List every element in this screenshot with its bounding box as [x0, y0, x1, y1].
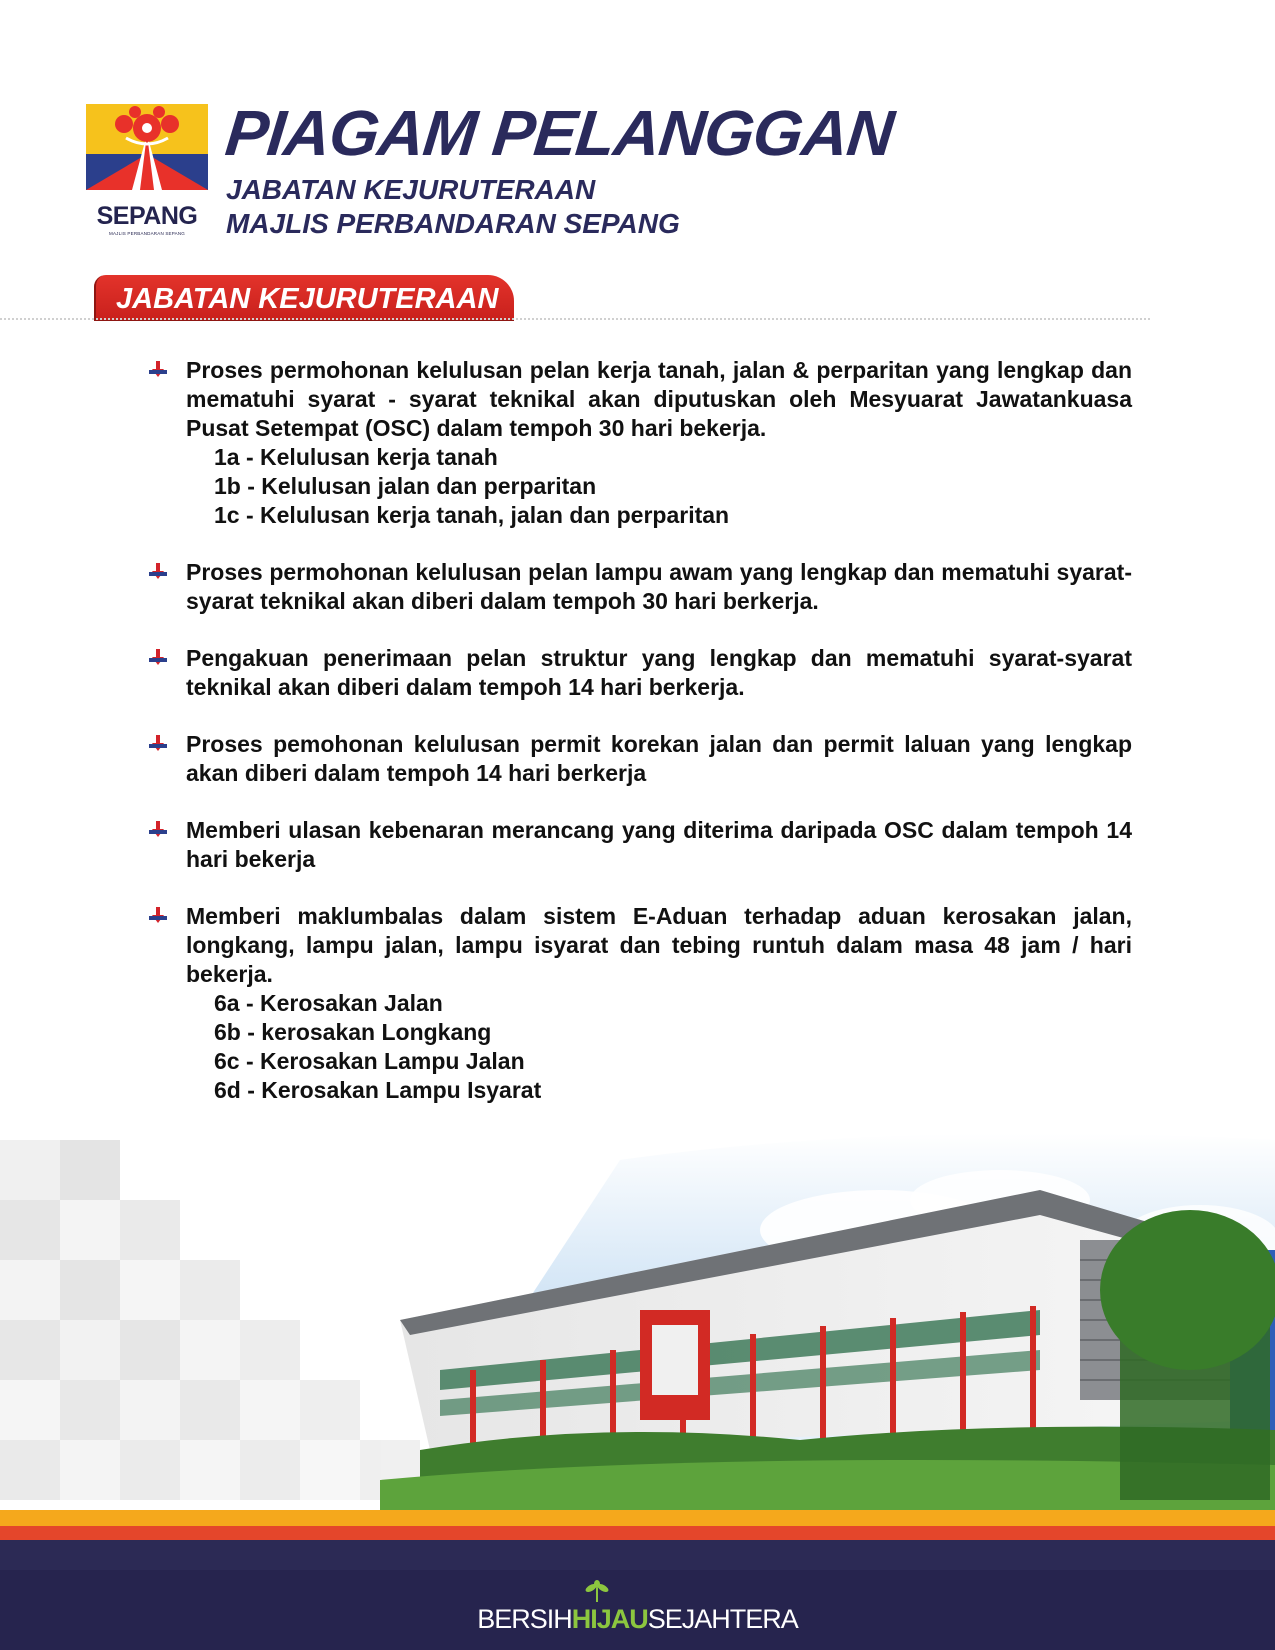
- bullet-arrow-icon: [148, 360, 168, 380]
- subtitle-department: JABATAN KEJURUTERAAN: [226, 174, 596, 205]
- sub-item-6a: 6a - Kerosakan Jalan: [214, 990, 443, 1016]
- slogan-hijau: HIJAU: [571, 1604, 648, 1634]
- section-divider: [0, 318, 1150, 320]
- sepang-logo: [86, 104, 208, 240]
- charter-item-text: Pengakuan penerimaan pelan struktur yang lengkap dan mematuhi syarat-syarat teknikal akan diberi dalam tempoh 14 hari berkerja.: [186, 645, 1132, 700]
- bullet-arrow-icon: [148, 734, 168, 754]
- charter-item-text: Proses permohonan kelulusan pelan lampu awam yang lengkap dan mematuhi syarat-syarat teknikal akan diberi dalam tempoh 30 hari berkerja.: [186, 559, 1132, 614]
- page-title: PIAGAM PELANGGAN: [222, 97, 897, 169]
- leaf-icon: [582, 1580, 612, 1602]
- slogan-bersih: BERSIH: [477, 1604, 572, 1634]
- bullet-arrow-icon: [148, 820, 168, 840]
- sub-item-1c: 1c - Kelulusan kerja tanah, jalan dan perparitan: [214, 502, 730, 528]
- bullet-arrow-icon: [148, 648, 168, 668]
- council-building-image: [0, 1120, 1275, 1590]
- section-tab: [94, 275, 514, 321]
- charter-list: [148, 356, 1132, 1133]
- charter-item-text: Memberi ulasan kebenaran merancang yang diterima daripada OSC dalam tempoh 14 hari bekerja: [186, 817, 1132, 872]
- charter-item-2: [148, 558, 1132, 616]
- sub-item-1a: 1a - Kelulusan kerja tanah: [214, 444, 498, 470]
- charter-item-4: [148, 730, 1132, 788]
- footer-slogan: [0, 1604, 1275, 1635]
- charter-item-5: [148, 816, 1132, 874]
- subtitle-council: MAJLIS PERBANDARAN SEPANG: [226, 208, 680, 239]
- charter-item-text: Proses permohonan kelulusan pelan kerja tanah, jalan & perparitan yang lengkap dan mematuhi syarat - syarat teknikal akan diputuskan oleh Mesyuarat Jawatankuasa Pusat Setempat (OSC) dalam tempoh 30 hari bekerja.: [186, 357, 1132, 441]
- charter-item-3: [148, 644, 1132, 702]
- section-tab-shape: [94, 275, 514, 321]
- sub-item-1b: 1b - Kelulusan jalan dan perparitan: [214, 473, 597, 499]
- charter-item-text: Memberi maklumbalas dalam sistem E-Aduan terhadap aduan kerosakan jalan, longkang, lampu jalan, lampu isyarat dan tebing runtuh dalam masa 48 jam / hari bekerja.: [186, 903, 1132, 987]
- logo-subtext: MAJLIS PERBANDARAN SEPANG: [109, 231, 185, 236]
- bullet-arrow-icon: [148, 562, 168, 582]
- sub-item-6d: 6d - Kerosakan Lampu Isyarat: [214, 1077, 542, 1103]
- charter-item-1: [148, 356, 1132, 530]
- logo-wordmark: SEPANG: [96, 202, 198, 230]
- section-tab-label: JABATAN KEJURUTERAAN: [116, 283, 499, 315]
- sub-item-6c: 6c - Kerosakan Lampu Jalan: [214, 1048, 525, 1074]
- charter-item-text: Proses pemohonan kelulusan permit korekan jalan dan permit laluan yang lengkap akan diberi dalam tempoh 14 hari berkerja: [186, 731, 1132, 786]
- sub-item-6b: 6b - kerosakan Longkang: [214, 1019, 492, 1045]
- sepang-emblem-icon: [86, 104, 208, 212]
- slogan-sejahtera: SEJAHTERA: [647, 1604, 798, 1634]
- charter-item-6: [148, 902, 1132, 1105]
- bullet-arrow-icon: [148, 906, 168, 926]
